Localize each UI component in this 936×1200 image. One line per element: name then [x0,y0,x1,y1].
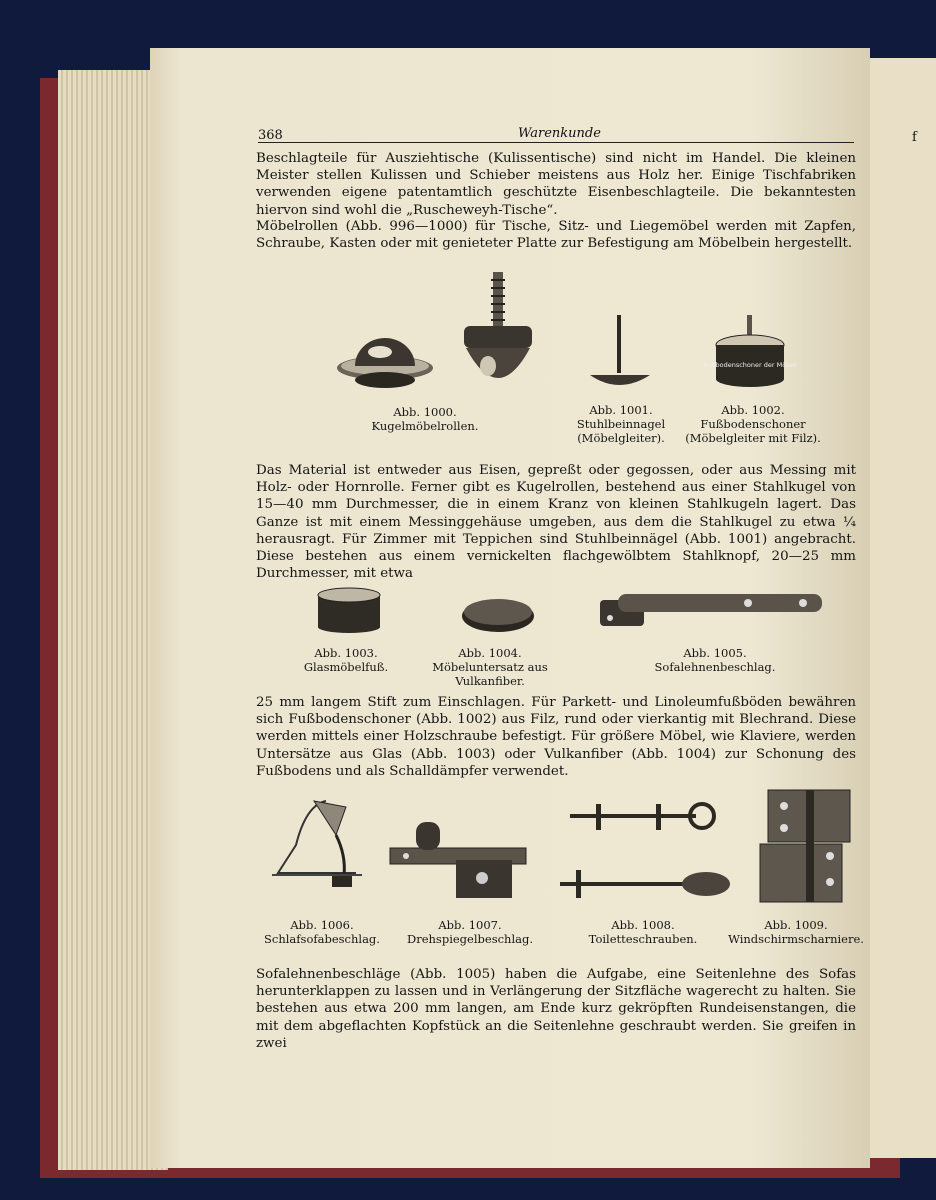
running-title: Warenkunde [518,126,601,141]
paragraph-2: Möbelrollen (Abb. 996—1000) für Tische, Sitz- und Liegemöbel werden mit Zapfen, Schraube, Kasten oder mit genieteter Platte zur Befestigung am Möbelbein hergestellt. [256,219,856,252]
paragraph-3: Das Material ist entweder aus Eisen, gepreßt oder gegossen, oder aus Messing mit Holz- oder Hornrolle. Ferner gibt es Kugelrollen, bestehend aus einer Stahlkugel von 15—40 mm Durchmesser, die in einem Kranz von kleinen Stahlkugeln lagert. Das Ganze ist mit einem Messinggehäuse umgeben, aus dem die Stahlkugel zu etwa ¼ herausragt. Für Zimmer mit Teppichen sind Stuhlbeinnägel (Abb. 1001) angebracht. Diese bestehen aus einem vernickelten flachgewölbtem Stahlknopf, 20—25 mm Durchmesser, mit etwa [256,463,856,582]
caption-abb1000: Abb. 1000. Kugelmöbelrollen. [371,405,479,433]
paragraph-1: Beschlagteile für Ausziehtische (Kulissentische) sind nicht im Handel. Die kleinen Meister stellen Kulissen und Schieber meistens aus Holz her. Einige Tischfabriken verwenden eigene patentamtlich geschützte Eisenbeschlagteile. Die bekanntesten hiervon sind wohl die „Ruscheweyh-Tische“. [256,151,856,218]
paragraph-4: 25 mm langem Stift zum Einschlagen. Für Parkett- und Linoleumfußböden bewähren sich Fußbodenschoner (Abb. 1002) aus Filz, rund oder vierkantig mit Blechrand. Diese werden mittels einer Holzschraube befestigt. Für größere Möbel, wie Klaviere, werden Untersätze aus Glas (Abb. 1003) oder Vulkanfiber (Abb. 1004) zur Schonung des Fußbodens und als Schalldämpfer verwendet. [256,695,856,779]
caption-abb1003: Abb. 1003. Glasmöbelfuß. [303,646,389,674]
caption-abb1005: Abb. 1005. Sofalehnenbeschlag. [654,646,776,674]
caption-abb1006: Abb. 1006. Schlafsofabeschlag. [264,918,380,946]
caption-abb1009: Abb. 1009. Windschirmscharniere. [728,918,864,946]
felt-glide-illustration [703,315,797,390]
fiber-coaster-illustration [458,590,538,636]
felt-label: Fußbodenschoner der Möbel [703,361,797,369]
toilet-screws-illustration [556,798,731,908]
caption-abb1002: Abb. 1002. Fußbodenschoner (Möbelgleiter mit Filz). [685,403,821,445]
sofa-armrest-fitting-illustration [598,586,826,634]
facing-page [866,58,936,1158]
mirror-pivot-fitting-illustration [386,812,531,902]
page-header [258,128,854,143]
screen-hinge-illustration [756,786,858,906]
caption-abb1001: Abb. 1001. Stuhlbeinnagel (Möbelgleiter). [576,403,666,445]
glass-foot-illustration [314,585,384,635]
ball-caster-illustration [330,330,440,400]
screw-caster-illustration [458,268,538,398]
sofa-bed-fitting-illustration [266,795,366,895]
caption-abb1008: Abb. 1008. Toiletteschrauben. [588,918,698,946]
facing-page-fragment: f [912,130,917,145]
page-number: 368 [258,128,283,143]
chair-nail-illustration [588,315,652,390]
paragraph-5: Sofalehnenbeschläge (Abb. 1005) haben die Aufgabe, eine Seitenlehne des Sofas herunterklappen zu lassen und in Verlängerung der Sitzfläche wagerecht zu halten. Sie bestehen aus etwa 200 mm langen, am Ende kurz gekröpften Rundeisenstangen, die mit dem abgeflachten Kopfstück an die Seitenlehne geschraubt werden. Sie greifen in zwei [256,967,856,1051]
caption-abb1007: Abb. 1007. Drehspiegelbeschlag. [407,918,533,946]
caption-abb1004: Abb. 1004. Möbeluntersatz aus Vulkanfiber. [432,646,548,688]
